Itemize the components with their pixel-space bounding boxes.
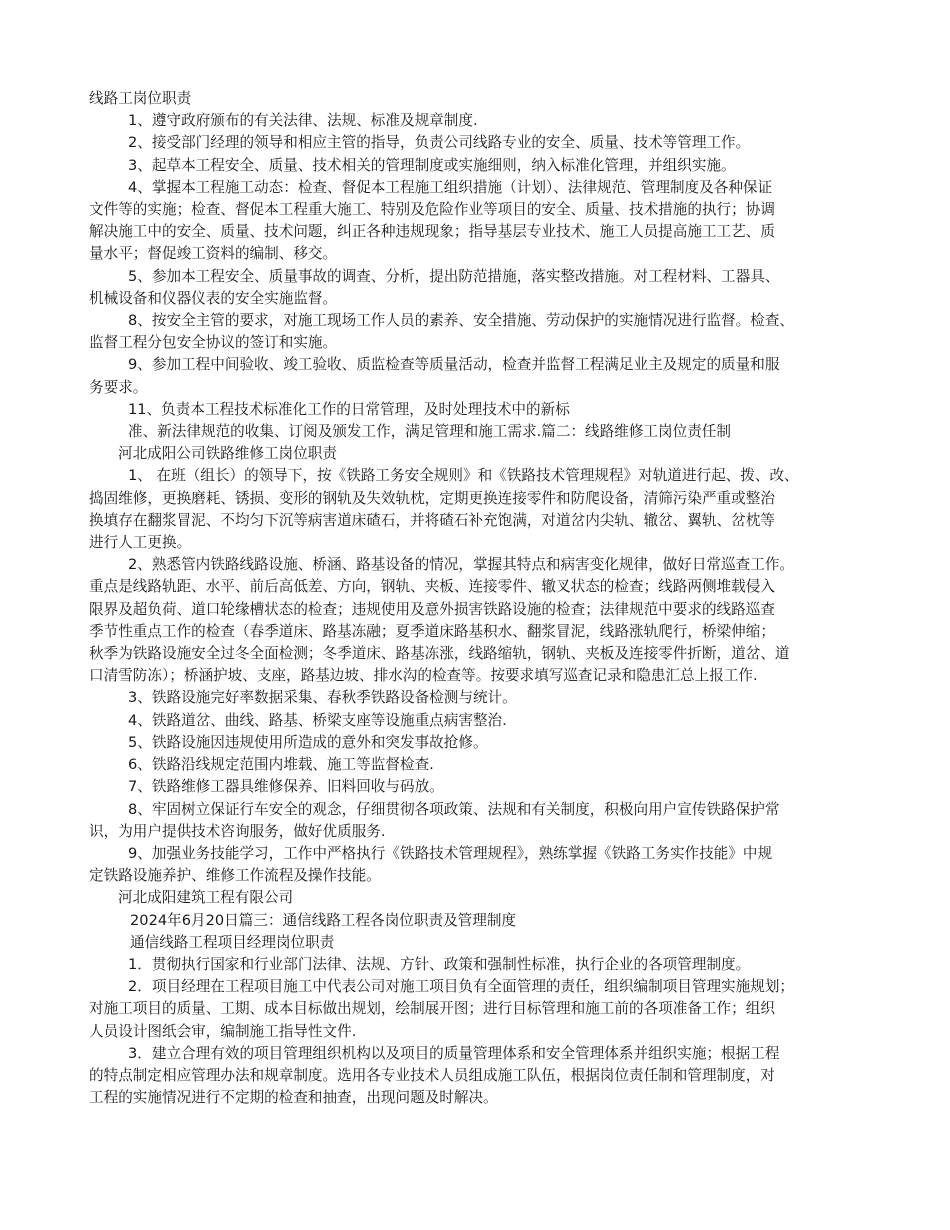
- text-line: 文件等的实施；检查、督促本工程重大施工、特别及危险作业等项目的安全、质量、技术措施的执行；协调: [89, 201, 775, 219]
- text-line: 通信线路工程项目经理岗位职责: [130, 933, 335, 951]
- text-line: 解决施工中的安全、质量、技术问题，纠正各种违规现象；指导基层专业技术、施工人员提高施工工艺、质: [89, 223, 775, 241]
- document-body: [89, 88, 869, 1109]
- text-line: 的特点制定相应管理办法和规章制度。选用各专业技术人员组成施工队伍，根据岗位责任制和管理制度，对: [89, 1066, 775, 1084]
- text-line: 人员设计图纸会审，编制施工指导性文件.: [89, 1022, 357, 1040]
- text-line: 3、铁路设施完好率数据采集、春秋季铁路设备检测与统计。: [128, 689, 517, 707]
- text-line: 1、遵守政府颁布的有关法律、法规、标准及规章制度.: [128, 112, 478, 130]
- text-line: 3、起草本工程安全、质量、技术相关的管理制度或实施细则，纳入标准化管理，并组织实施。: [128, 156, 736, 174]
- text-line: 9、参加工程中间验收、竣工验收、质监检查等质量活动，检查并监督工程满足业主及规定的质量和服: [128, 356, 780, 374]
- text-line: 监督工程分包安全协议的签订和实施。: [89, 334, 338, 352]
- text-line: 季节性重点工作的检查（春季道床、路基冻融；夏季道床路基积水、翻浆冒泥，线路涨轨爬行，桥梁伸缩；: [89, 622, 775, 640]
- text-line: 2、熟悉管内铁路线路设施、桥涵、路基设备的情况，掌握其特点和病害变化规律，做好日常巡查工作。: [128, 556, 795, 574]
- text-line: 2．项目经理在工程项目施工中代表公司对施工项目负有全面管理的责任，组织编制项目管理实施规划；: [128, 978, 795, 996]
- text-line: 务要求。: [89, 378, 148, 396]
- text-line: 2024年6月20日篇三：通信线路工程各岗位职责及管理制度: [130, 911, 517, 929]
- text-line: 线路工岗位职责: [89, 90, 192, 107]
- text-line: 量水平；督促竣工资料的编制、移交。: [89, 245, 338, 263]
- text-line: 识，为用户提供技术咨询服务，做好优质服务.: [89, 822, 386, 840]
- text-line: 机械设备和仪器仪表的安全实施监督。: [89, 289, 338, 307]
- text-line: 8、牢固树立保证行车安全的观念，仔细贯彻各项政策、法规和有关制度，积极向用户宣传铁路保护常: [128, 800, 780, 818]
- text-line: 捣固维修，更换磨耗、锈损、变形的钢轨及失效轨枕，定期更换连接零件和防爬设备，清筛污染严重或整治: [89, 489, 775, 507]
- text-line: 5、铁路设施因违规使用所造成的意外和突发事故抢修。: [128, 733, 488, 751]
- text-line: 工程的实施情况进行不定期的检查和抽查，出现问题及时解决。: [89, 1089, 498, 1107]
- text-line: 重点是线路轨距、水平、前后高低差、方向，钢轨、夹板、连接零件、辙叉状态的检查；线路两侧堆载侵入: [89, 578, 775, 596]
- text-line: 换填存在翻浆冒泥、不均匀下沉等病害道床碴石，并将碴石补充饱满，对道岔内尖轨、辙岔、翼轨、岔枕等: [89, 511, 775, 529]
- text-line: 河北成阳公司铁路维修工岗位职责: [118, 445, 337, 463]
- text-line: 秋季为铁路设施安全过冬全面检测；冬季道床、路基冻涨，线路缩轨，钢轨、夹板及连接零件折断，道岔、道: [89, 645, 790, 663]
- text-line: 11、负责本工程技术标准化工作的日常管理，及时处理技术中的新标: [128, 400, 570, 418]
- text-line: 对施工项目的质量、工期、成本目标做出规划，绘制展开图；进行目标管理和施工前的各项准备工作；组织: [89, 1000, 775, 1018]
- text-line: 准、新法律规范的收集、订阅及颁发工作，满足管理和施工需求.篇二：线路维修工岗位责任制: [128, 423, 731, 441]
- text-line: 8、按安全主管的要求，对施工现场工作人员的素养、安全措施、劳动保护的实施情况进行监督。检查、: [128, 312, 795, 330]
- text-line: 1、 在班（组长）的领导下，按《铁路工务安全规则》和《铁路技术管理规程》对轨道进行起、拨、改、: [128, 467, 799, 485]
- text-line: 定铁路设施养护、维修工作流程及操作技能。: [89, 867, 381, 885]
- text-line: 4、掌握本工程施工动态：检查、督促本工程施工组织措施（计划）、法律规范、管理制度及各种保证: [128, 178, 773, 196]
- text-line: 河北成阳建筑工程有限公司: [118, 889, 294, 907]
- text-line: 限界及超负荷、道口轮缘槽状态的检查；违规使用及意外损害铁路设施的检查；法律规范中要求的线路巡查: [89, 600, 775, 618]
- text-line: 3．建立合理有效的项目管理组织机构以及项目的质量管理体系和安全管理体系并组织实施；根据工程: [128, 1044, 780, 1062]
- text-line: 2、接受部门经理的领导和相应主管的指导，负责公司线路专业的安全、质量、技术等管理工作。: [128, 134, 751, 152]
- text-line: 7、铁路维修工器具维修保养、旧料回收与码放。: [128, 778, 444, 796]
- text-line: 5、参加本工程安全、质量事故的调查、分析，提出防范措施，落实整改措施。对工程材料、工器具、: [128, 267, 780, 285]
- text-line: 口清雪防冻）；桥涵护坡、支座，路基边坡、排水沟的检查等。按要求填写巡查记录和隐患汇总上报工作.: [89, 667, 758, 685]
- text-line: 进行人工更换。: [89, 534, 192, 552]
- text-line: 1．贯彻执行国家和行业部门法律、法规、方针、政策和强制性标准，执行企业的各项管理制度。: [128, 955, 751, 973]
- text-line: 6、铁路沿线规定范围内堆载、施工等监督检查.: [128, 756, 434, 774]
- text-line: 9、加强业务技能学习，工作中严格执行《铁路技术管理规程》，熟练掌握《铁路工务实作技能》中规: [128, 844, 773, 862]
- text-line: 4、铁路道岔、曲线、路基、桥梁支座等设施重点病害整治.: [128, 711, 507, 729]
